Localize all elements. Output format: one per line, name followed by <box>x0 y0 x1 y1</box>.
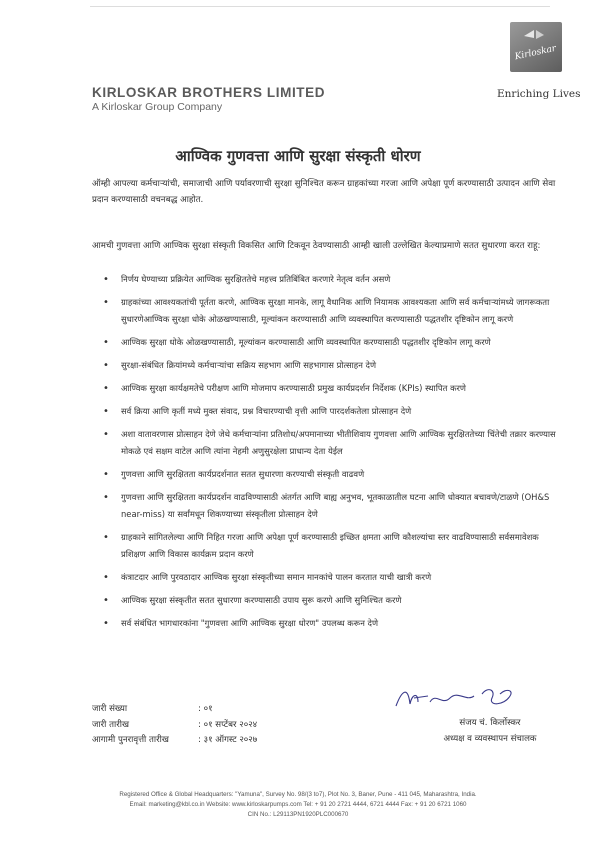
lead-paragraph: आमची गुणवत्ता आणि आण्विक सुरक्षा संस्कृती विकसित आणि टिकवून ठेवण्यासाठी आम्ही खाली उल्लेखित केल्याप्रमाणे सतत सुधारणा करत राहू: <box>92 241 541 251</box>
logo-mark-icon <box>510 22 562 72</box>
issue-metadata <box>92 702 257 749</box>
list-item: • आण्विक सुरक्षा संस्कृतीत सतत सुधारणा करण्यासाठी उपाय सुरू करणे आणि सुनिश्चित करणे <box>92 592 562 609</box>
review-date-row <box>92 733 257 749</box>
intro-paragraph: ऑम्ही आपल्या कर्मचाऱ्यांची, समाजाची आणि पर्यावरणाची सुरक्षा सुनिश्चित करून ग्राहकांच्या गरजा आणि अपेक्षा पूर्ण करण्यासाठी उत्पादन आणि सेवा प्रदान करण्यासाठी वचनबद्ध आहोत. <box>92 179 556 205</box>
bullet-icon: • <box>103 572 109 583</box>
bullet-icon: • <box>103 595 109 606</box>
document-title: आण्विक गुणवत्ता आणि सुरक्षा संस्कृती धोरण <box>175 147 421 165</box>
company-subtitle: A Kirloskar Group Company <box>92 101 223 113</box>
bullet-icon: • <box>103 297 109 308</box>
list-item: • आण्विक सुरक्षा कार्यक्षमतेचे परीक्षण आणि मोजमाप करण्यासाठी प्रमुख कार्यप्रदर्शन निर्देशक (KPIs) स्थापित करणे <box>92 380 562 397</box>
logo-text: Kirloskar <box>514 43 558 63</box>
bullet-icon: • <box>103 337 109 348</box>
policy-list <box>92 271 562 638</box>
issue-date-value: : ०१ सप्टेंबर २०२४ <box>198 719 258 730</box>
review-date-value: : ३१ ऑगस्ट २०२७ <box>198 735 258 745</box>
list-item: • निर्णय घेण्याच्या प्रक्रियेत आण्विक सुरक्षिततेचे महत्त्व प्रतिबिंबित करणारे नेतृत्व वर्तन असणे <box>92 271 562 288</box>
top-rule <box>90 6 550 7</box>
footer-cin: CIN No.: L29113PN1920PLC000670 <box>247 811 349 818</box>
list-item: • कंत्राटदार आणि पुरवठादार आण्विक सुरक्षा संस्कृतीच्या समान मानकांचे पालन करतात याची खात्री करणे <box>92 569 562 586</box>
list-item: • गुणवत्ता आणि सुरक्षितता कार्यप्रदर्शन वाढविण्यासाठी अंतर्गत आणि बाह्य अनुभव, भूतकाळातील घटना आणि धोक्यात बचावणे/टाळणे (OH&S near-miss) या सर्वांमधून शिकण्याच्या संस्कृतीला प्रोत्साहन देणे <box>92 489 562 523</box>
signatory-block <box>420 716 560 747</box>
kirloskar-logo <box>510 22 562 72</box>
company-block <box>92 85 325 113</box>
signature <box>388 680 528 720</box>
bullet-icon: • <box>103 383 109 394</box>
list-item: • ग्राहकाने सांगितलेल्या आणि निहित गरजा आणि अपेक्षा पूर्ण करण्यासाठी इच्छित क्षमता आणि कौशल्यांचा स्तर वाढविण्यासाठी सर्वसमावेशक प्रशिक्षण आणि विकास कार्यक्रम प्रदान करणे <box>92 529 562 563</box>
footer <box>0 790 596 820</box>
issue-number-label: जारी संख्या <box>92 704 128 714</box>
list-item: • सर्व क्रिया आणि कृतीं मध्ये मुक्त संवाद, प्रश्न विचारण्याची वृत्ती आणि पारदर्शकतेला प्रोत्साहन देणे <box>92 403 562 420</box>
bullet-icon: • <box>103 429 109 440</box>
list-item: • आण्विक सुरक्षा धोके ओळखण्यासाठी, मूल्यांकन करण्यासाठी आणि व्यवस्थापित करण्यासाठी पद्धतशीर दृष्टिकोन लागू करणे <box>92 334 562 351</box>
company-name: KIRLOSKAR BROTHERS LIMITED <box>92 85 326 100</box>
issue-number-value: : ०१ <box>198 704 213 714</box>
footer-address: Registered Office & Global Headquarters: "Yamuna", Survey No. 98/(3 to7), Plot No. 3, Baner, Pune - 411 045, Maharashtra, India. <box>119 791 477 798</box>
bullet-icon: • <box>103 274 109 285</box>
bullet-icon: • <box>103 406 109 417</box>
list-item: • ग्राहकांच्या आवश्यकतांची पूर्तता करणे, आण्विक सुरक्षा मानके, लागू वैधानिक आणि नियामक आवश्यकता आणि सर्व कर्मचाऱ्यांमध्ये जागरूकता सुधारणेआण्विक सुरक्षा धोके ओळखण्यासाठी, मूल्यांकन करण्यासाठी आणि व्यवस्थापित करण्यासाठी पद्धतशीर दृष्टिकोन लागू करणे <box>92 294 562 328</box>
bullet-icon: • <box>103 360 109 371</box>
review-date-label: आगामी पुनरावृत्ती तारीख <box>92 735 169 745</box>
bullet-icon: • <box>103 492 109 503</box>
list-item: • सर्व संबंधित भागधारकांना "गुणवत्ता आणि आण्विक सुरक्षा धोरण" उपलब्ध करून देणे <box>92 615 562 632</box>
bullet-icon: • <box>103 532 109 543</box>
tagline: Enriching Lives <box>497 88 581 100</box>
list-item: • अशा वातावरणास प्रोत्साहन देणे जेथे कर्मचाऱ्यांना प्रतिशोध/अपमानाच्या भीतीशिवाय गुणवत्ता आणि आण्विक सुरक्षिततेच्या चिंतेची तक्रार करण्यास मोकळे एवं सक्षम वाटेल आणि त्यांना नेहमी अणुसुरक्षेला प्राधान्य देता येईल <box>92 426 562 460</box>
list-item: • सुरक्षा-संबंधित क्रियांमध्ये कर्मचाऱ्यांचा सक्रिय सहभाग आणि सहभागास प्रोत्साहन देणे <box>92 357 562 374</box>
signatory-name: संजय चं. किर्लोस्कर <box>459 718 521 728</box>
footer-contact: Email: marketing@kbl.co.in Website: www.kirloskarpumps.com Tel: + 91 20 2721 4444, 6721 4444 Fax: + 91 20 6721 1060 <box>129 801 467 808</box>
issue-number-row <box>92 702 257 718</box>
issue-date-label: जारी तारीख <box>92 719 129 730</box>
issue-date-row <box>92 718 257 734</box>
bullet-icon: • <box>103 618 109 629</box>
list-item: • गुणवत्ता आणि सुरक्षितता कार्यप्रदर्शनात सतत सुधारणा करण्याची संस्कृती वाढवणे <box>92 466 562 483</box>
bullet-icon: • <box>103 469 109 480</box>
signatory-designation: अध्यक्ष व व्यवस्थापन संचालक <box>443 733 537 744</box>
